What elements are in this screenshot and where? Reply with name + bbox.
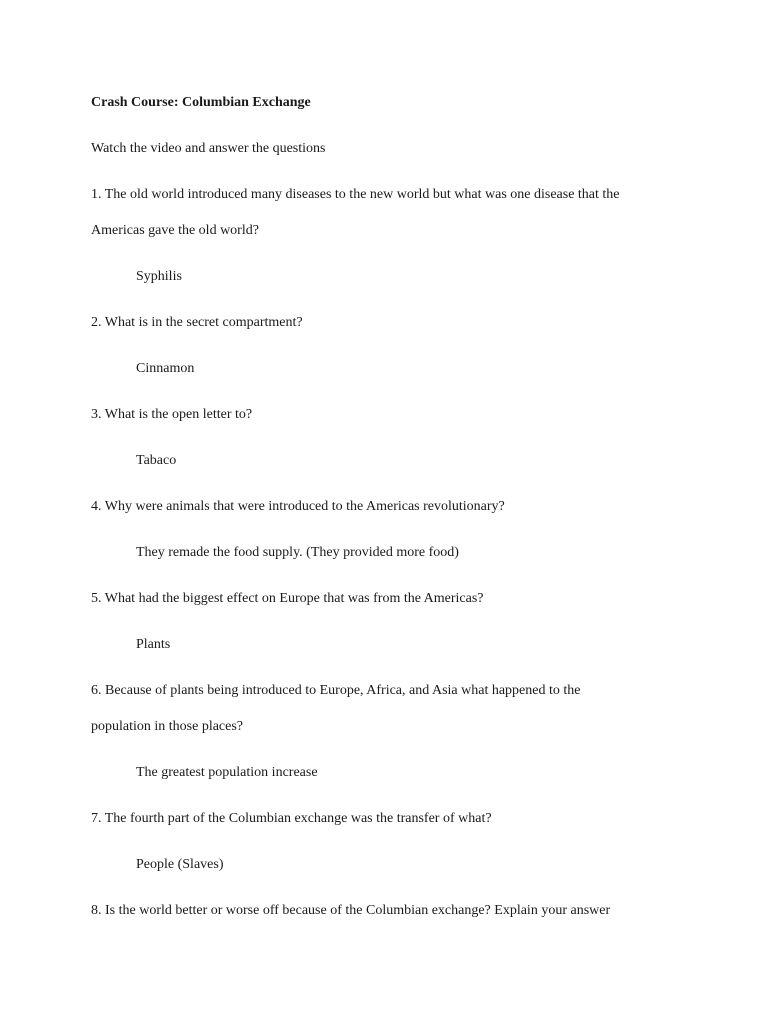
question-2: 2. What is in the secret compartment? [91, 315, 303, 330]
question-1-line-2: Americas gave the old world? [91, 223, 259, 238]
answer-7: People (Slaves) [136, 857, 224, 872]
answer-1: Syphilis [136, 269, 182, 284]
answer-3: Tabaco [136, 453, 177, 468]
question-5: 5. What had the biggest effect on Europe that was from the Americas? [91, 591, 484, 606]
question-1-line-1: 1. The old world introduced many diseases to the new world but what was one disease that the [91, 187, 620, 202]
answer-2: Cinnamon [136, 361, 195, 376]
answer-6: The greatest population increase [136, 765, 318, 780]
question-6-line-2: population in those places? [91, 719, 244, 734]
question-3: 3. What is the open letter to? [91, 407, 253, 422]
answer-5: Plants [136, 637, 171, 652]
answer-4: They remade the food supply. (They provided more food) [136, 545, 459, 560]
question-7: 7. The fourth part of the Columbian exchange was the transfer of what? [91, 811, 492, 826]
instructions: Watch the video and answer the questions [91, 141, 326, 156]
question-6-line-1: 6. Because of plants being introduced to Europe, Africa, and Asia what happened to the [91, 683, 581, 698]
document-title: Crash Course: Columbian Exchange [91, 95, 311, 110]
question-4: 4. Why were animals that were introduced to the Americas revolutionary? [91, 499, 505, 514]
question-8: 8. Is the world better or worse off because of the Columbian exchange? Explain your answer [91, 903, 611, 918]
